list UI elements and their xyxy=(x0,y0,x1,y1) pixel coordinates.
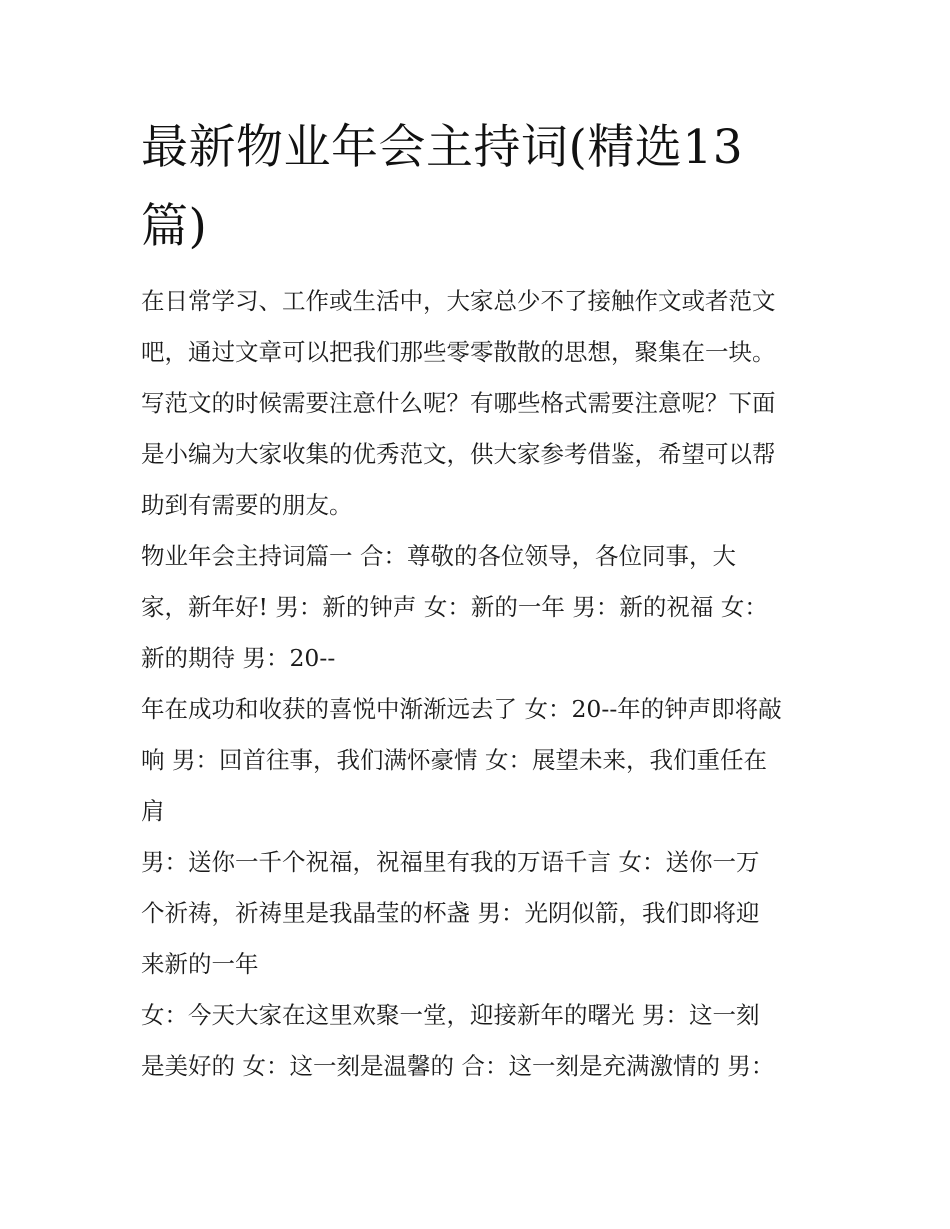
text-line: 助到有需要的朋友。 xyxy=(141,491,353,519)
text-line: 新的期待 男：20-- xyxy=(141,644,336,672)
text-line: 个祈祷，祈祷里是我晶莹的杯盏 男：光阴似箭，我们即将迎 xyxy=(141,899,760,927)
text-line: 年在成功和收获的喜悦中渐渐远去了 女：20--年的钟声即将敲 xyxy=(141,695,782,723)
text-line: 在日常学习、工作或生活中，大家总少不了接触作文或者范文 xyxy=(141,287,776,315)
text-line: 是小编为大家收集的优秀范文，供大家参考借鉴，希望可以帮 xyxy=(141,440,776,468)
text-line: 吧，通过文章可以把我们那些零零散散的思想，聚集在一块。 xyxy=(141,338,776,366)
text-line: 男：送你一千个祝福，祝福里有我的万语千言 女：送你一万 xyxy=(141,848,760,876)
text-line: 写范文的时候需要注意什么呢？有哪些格式需要注意呢？下面 xyxy=(141,389,776,417)
text-line: 是美好的 女：这一刻是温馨的 合：这一刻是充满激情的 男： xyxy=(141,1052,775,1080)
text-line: 女：今天大家在这里欢聚一堂，迎接新年的曙光 男：这一刻 xyxy=(141,1001,760,1029)
text-line: 来新的一年 xyxy=(141,950,259,978)
document-body xyxy=(141,276,821,1092)
title-line-1: 最新物业年会主持词(精选13 xyxy=(141,120,744,175)
text-line: 肩 xyxy=(141,797,165,825)
text-line: 响 男：回首往事，我们满怀豪情 女：展望未来，我们重任在 xyxy=(141,746,767,774)
text-line: 物业年会主持词篇一 合：尊敬的各位领导，各位同事，大 xyxy=(141,542,736,570)
title-line-2: 篇) xyxy=(141,199,208,254)
text-line: 家，新年好! 男：新的钟声 女：新的一年 男：新的祝福 女： xyxy=(141,593,768,621)
document-title xyxy=(141,108,821,266)
